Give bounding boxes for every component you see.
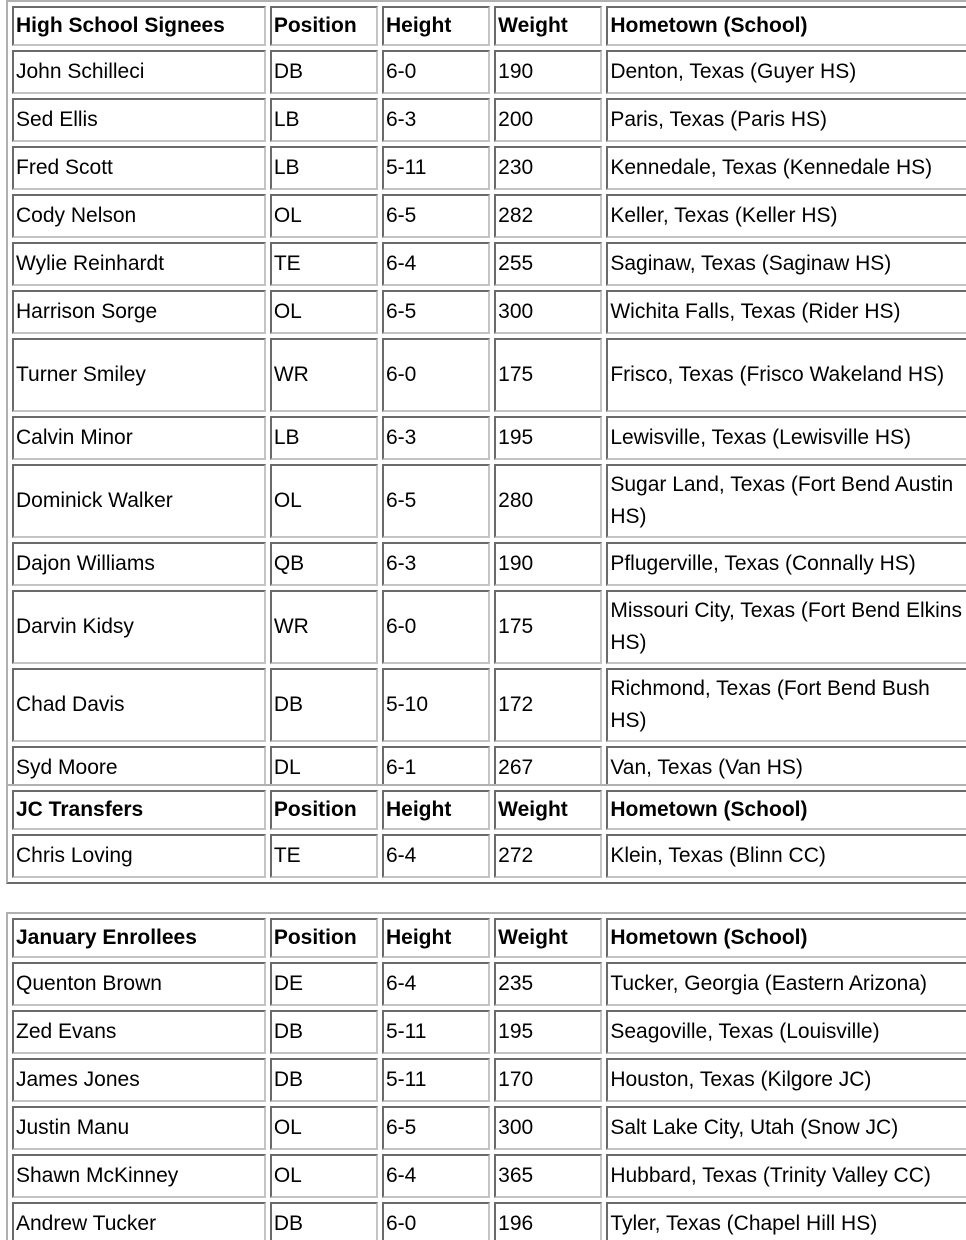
header-hometown: Hometown (School) <box>606 6 966 46</box>
position-cell: LB <box>270 98 378 142</box>
weight-cell: 280 <box>494 464 602 538</box>
header-weight: Weight <box>494 918 602 958</box>
table-header-row <box>12 790 966 830</box>
weight-cell: 170 <box>494 1058 602 1102</box>
player-name-cell: Sed Ellis <box>12 98 266 142</box>
high-school-signees-table <box>6 0 966 796</box>
jc-transfers-table <box>6 784 966 884</box>
height-cell: 6-4 <box>382 962 490 1006</box>
height-cell: 5-11 <box>382 1010 490 1054</box>
position-cell: OL <box>270 464 378 538</box>
table-row <box>12 464 966 538</box>
table-row <box>12 416 966 460</box>
hometown-cell: Sugar Land, Texas (Fort Bend Austin HS) <box>606 464 966 538</box>
table-body <box>12 918 966 1240</box>
weight-cell: 196 <box>494 1202 602 1240</box>
height-cell: 6-5 <box>382 1106 490 1150</box>
hometown-cell: Tyler, Texas (Chapel Hill HS) <box>606 1202 966 1240</box>
height-cell: 5-11 <box>382 146 490 190</box>
player-name-cell: Turner Smiley <box>12 338 266 412</box>
height-cell: 6-0 <box>382 590 490 664</box>
header-hometown: Hometown (School) <box>606 918 966 958</box>
table-row <box>12 338 966 412</box>
player-name-cell: Fred Scott <box>12 146 266 190</box>
header-hometown: Hometown (School) <box>606 790 966 830</box>
position-cell: OL <box>270 1154 378 1198</box>
hometown-cell: Tucker, Georgia (Eastern Arizona) <box>606 962 966 1006</box>
hometown-cell: Richmond, Texas (Fort Bend Bush HS) <box>606 668 966 742</box>
position-cell: DE <box>270 962 378 1006</box>
table-row <box>12 668 966 742</box>
hometown-cell: Saginaw, Texas (Saginaw HS) <box>606 242 966 286</box>
header-weight: Weight <box>494 6 602 46</box>
header-height: Height <box>382 6 490 46</box>
table-row <box>12 50 966 94</box>
player-name-cell: Chad Davis <box>12 668 266 742</box>
table-row <box>12 194 966 238</box>
position-cell: DB <box>270 1010 378 1054</box>
height-cell: 6-3 <box>382 416 490 460</box>
table-header-row <box>12 918 966 958</box>
weight-cell: 365 <box>494 1154 602 1198</box>
player-name-cell: Darvin Kidsy <box>12 590 266 664</box>
hometown-cell: Hubbard, Texas (Trinity Valley CC) <box>606 1154 966 1198</box>
hometown-cell: Van, Texas (Van HS) <box>606 746 966 790</box>
player-name-cell: Zed Evans <box>12 1010 266 1054</box>
header-weight: Weight <box>494 790 602 830</box>
position-cell: DB <box>270 1058 378 1102</box>
roster-table <box>8 914 966 1240</box>
hometown-cell: Lewisville, Texas (Lewisville HS) <box>606 416 966 460</box>
hometown-cell: Keller, Texas (Keller HS) <box>606 194 966 238</box>
hometown-cell: Frisco, Texas (Frisco Wakeland HS) <box>606 338 966 412</box>
position-cell: TE <box>270 834 378 878</box>
weight-cell: 200 <box>494 98 602 142</box>
header-group-label: High School Signees <box>12 6 266 46</box>
position-cell: TE <box>270 242 378 286</box>
january-enrollees-table <box>6 912 966 1240</box>
header-position: Position <box>270 918 378 958</box>
height-cell: 5-10 <box>382 668 490 742</box>
player-name-cell: Justin Manu <box>12 1106 266 1150</box>
header-group-label: JC Transfers <box>12 790 266 830</box>
position-cell: OL <box>270 290 378 334</box>
position-cell: DL <box>270 746 378 790</box>
player-name-cell: Chris Loving <box>12 834 266 878</box>
roster-table <box>8 2 966 794</box>
hometown-cell: Missouri City, Texas (Fort Bend Elkins HS) <box>606 590 966 664</box>
height-cell: 6-5 <box>382 290 490 334</box>
height-cell: 6-0 <box>382 50 490 94</box>
weight-cell: 175 <box>494 338 602 412</box>
weight-cell: 175 <box>494 590 602 664</box>
height-cell: 6-3 <box>382 98 490 142</box>
hometown-cell: Seagoville, Texas (Louisville) <box>606 1010 966 1054</box>
table-row <box>12 98 966 142</box>
header-height: Height <box>382 918 490 958</box>
table-header-row <box>12 6 966 46</box>
hometown-cell: Paris, Texas (Paris HS) <box>606 98 966 142</box>
player-name-cell: Calvin Minor <box>12 416 266 460</box>
player-name-cell: Wylie Reinhardt <box>12 242 266 286</box>
table-body <box>12 6 966 790</box>
height-cell: 6-1 <box>382 746 490 790</box>
position-cell: DB <box>270 668 378 742</box>
table-row <box>12 290 966 334</box>
weight-cell: 230 <box>494 146 602 190</box>
weight-cell: 272 <box>494 834 602 878</box>
weight-cell: 172 <box>494 668 602 742</box>
table-row <box>12 242 966 286</box>
hometown-cell: Klein, Texas (Blinn CC) <box>606 834 966 878</box>
table-row <box>12 962 966 1006</box>
position-cell: WR <box>270 338 378 412</box>
height-cell: 6-5 <box>382 194 490 238</box>
player-name-cell: Cody Nelson <box>12 194 266 238</box>
position-cell: DB <box>270 1202 378 1240</box>
weight-cell: 235 <box>494 962 602 1006</box>
table-row <box>12 1106 966 1150</box>
player-name-cell: Harrison Sorge <box>12 290 266 334</box>
position-cell: QB <box>270 542 378 586</box>
height-cell: 6-0 <box>382 1202 490 1240</box>
weight-cell: 195 <box>494 416 602 460</box>
position-cell: LB <box>270 146 378 190</box>
header-position: Position <box>270 6 378 46</box>
player-name-cell: Quenton Brown <box>12 962 266 1006</box>
weight-cell: 282 <box>494 194 602 238</box>
weight-cell: 190 <box>494 50 602 94</box>
table-row <box>12 146 966 190</box>
table-row <box>12 1010 966 1054</box>
weight-cell: 190 <box>494 542 602 586</box>
table-row <box>12 1058 966 1102</box>
height-cell: 6-3 <box>382 542 490 586</box>
player-name-cell: Dajon Williams <box>12 542 266 586</box>
player-name-cell: John Schilleci <box>12 50 266 94</box>
table-row <box>12 590 966 664</box>
height-cell: 5-11 <box>382 1058 490 1102</box>
table-row <box>12 1154 966 1198</box>
hometown-cell: Wichita Falls, Texas (Rider HS) <box>606 290 966 334</box>
player-name-cell: Andrew Tucker <box>12 1202 266 1240</box>
weight-cell: 267 <box>494 746 602 790</box>
height-cell: 6-4 <box>382 242 490 286</box>
player-name-cell: James Jones <box>12 1058 266 1102</box>
height-cell: 6-5 <box>382 464 490 538</box>
table-body <box>12 790 966 878</box>
hometown-cell: Houston, Texas (Kilgore JC) <box>606 1058 966 1102</box>
height-cell: 6-4 <box>382 834 490 878</box>
weight-cell: 195 <box>494 1010 602 1054</box>
player-name-cell: Shawn McKinney <box>12 1154 266 1198</box>
position-cell: LB <box>270 416 378 460</box>
hometown-cell: Salt Lake City, Utah (Snow JC) <box>606 1106 966 1150</box>
table-row <box>12 1202 966 1240</box>
height-cell: 6-0 <box>382 338 490 412</box>
roster-table <box>8 786 966 882</box>
header-height: Height <box>382 790 490 830</box>
weight-cell: 300 <box>494 1106 602 1150</box>
weight-cell: 255 <box>494 242 602 286</box>
weight-cell: 300 <box>494 290 602 334</box>
table-row <box>12 834 966 878</box>
player-name-cell: Dominick Walker <box>12 464 266 538</box>
position-cell: OL <box>270 194 378 238</box>
position-cell: OL <box>270 1106 378 1150</box>
table-row <box>12 542 966 586</box>
position-cell: DB <box>270 50 378 94</box>
header-group-label: January Enrollees <box>12 918 266 958</box>
hometown-cell: Kennedale, Texas (Kennedale HS) <box>606 146 966 190</box>
header-position: Position <box>270 790 378 830</box>
hometown-cell: Denton, Texas (Guyer HS) <box>606 50 966 94</box>
height-cell: 6-4 <box>382 1154 490 1198</box>
hometown-cell: Pflugerville, Texas (Connally HS) <box>606 542 966 586</box>
position-cell: WR <box>270 590 378 664</box>
player-name-cell: Syd Moore <box>12 746 266 790</box>
